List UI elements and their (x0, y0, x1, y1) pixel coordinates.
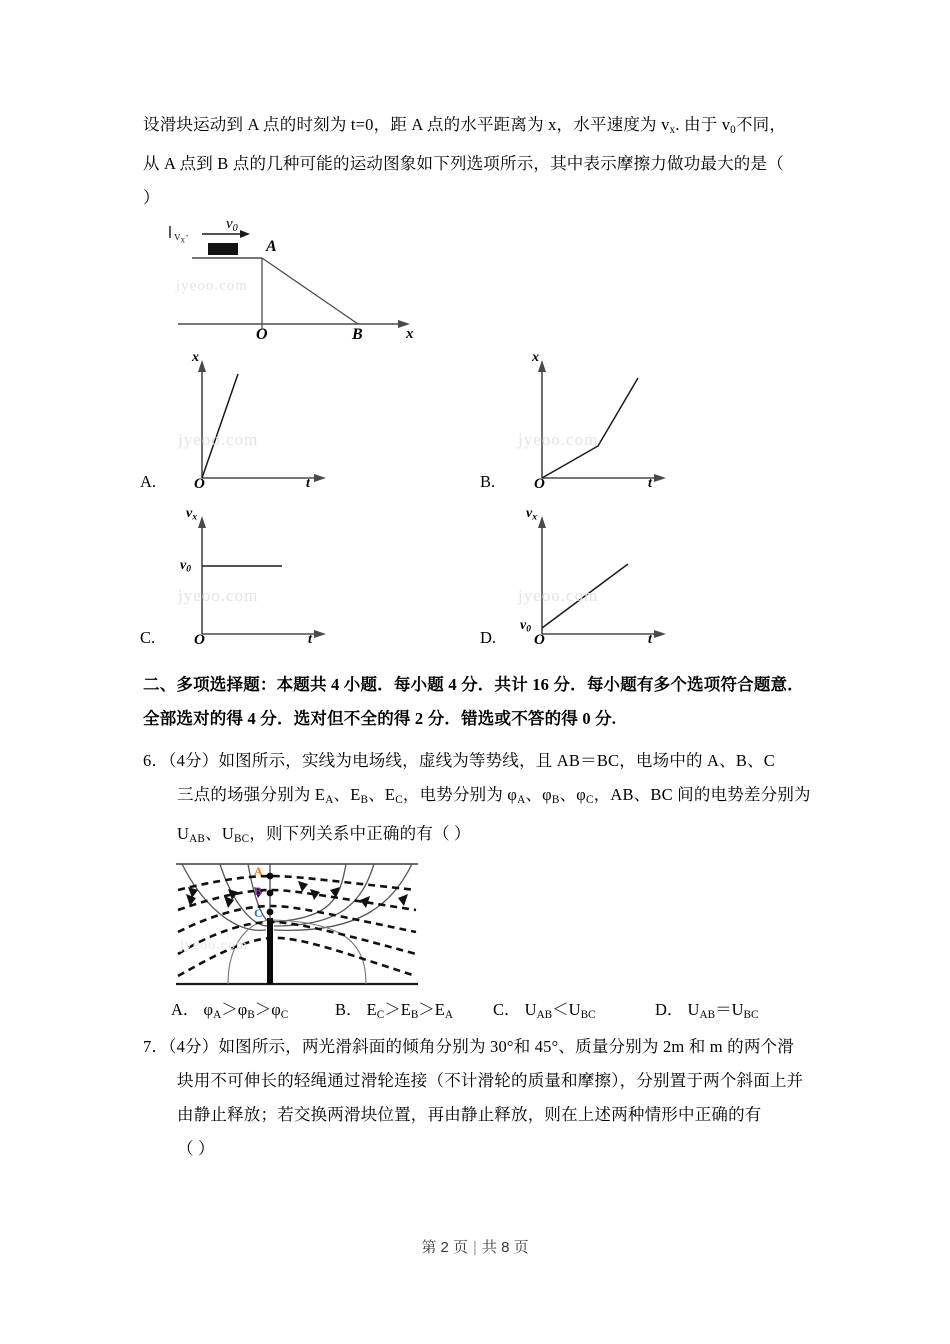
option-c-ylabel: $v_x$ (186, 506, 197, 523)
q6-line3: $U_{AB}$、$U_{BC}$，则下列关系中正确的有（ ） (177, 824, 471, 846)
label-v0: $v_0$ (226, 216, 238, 234)
footer-separator: | (473, 1239, 477, 1256)
option-b-ylabel: x (532, 350, 539, 365)
q7-line1 (143, 1030, 821, 1064)
option-d-ylabel: $v_x$ (526, 506, 537, 523)
option-a-svg (166, 352, 366, 492)
option-a-xlabel: t (306, 476, 310, 491)
q7-line1-text: 如图所示，两光滑斜面的倾角分别为 30°和 45°、质量分别为 2m 和 m 的两个滑 (218, 1037, 794, 1056)
option-b-graph (480, 350, 726, 492)
q6-line1-text: 如图所示，实线为电场线，虚线为等势线，且 AB＝BC，电场中的 A、B、C (218, 751, 775, 770)
label-A: A (266, 238, 277, 255)
label-O: O (256, 326, 268, 343)
q6-line1 (143, 744, 821, 778)
field-point-label-a: A (254, 864, 263, 878)
q6-answer-b[interactable]: B． $E_C>E_B>E_A$ (335, 1000, 453, 1022)
option-d-xlabel: t (648, 632, 652, 647)
option-c-origin: O (194, 632, 205, 648)
option-c-svg (166, 508, 366, 648)
q5-line1-text-b: . 由于 v (675, 115, 731, 134)
q5-line2: 从 A 点到 B 点的几种可能的运动图象如下列选项所示，其中表示摩擦力做功最大的是（ (143, 154, 784, 174)
figure-electric-field (162, 858, 432, 990)
field-point-label-c: C (254, 906, 263, 920)
option-c-graph (140, 506, 386, 648)
option-a-origin: O (194, 476, 205, 492)
footer-current-page: 第 2 页 (421, 1239, 469, 1256)
option-b-svg (506, 352, 706, 492)
option-d-key[interactable]: D. (480, 628, 497, 647)
q6-answers-row (143, 996, 833, 1026)
q7-line4: （ ） (177, 1139, 215, 1158)
section-2-header (143, 668, 821, 736)
option-d-svg (506, 508, 706, 648)
option-d-yvalue: $v_0$ (520, 618, 531, 635)
q5-line1-text: 设滑块运动到 A 点的时刻为 t=0，距 A 点的水平距离为 x，水平速度为 v (143, 115, 670, 134)
q6-number: 6． (143, 751, 169, 770)
watermark: jyeoo.com (176, 278, 248, 294)
question-6-block (143, 744, 821, 856)
label-x-axis: x (406, 326, 414, 342)
q5-line3: ） (143, 188, 160, 208)
label-vx: $v_x\cdot$ (174, 228, 190, 245)
q7-score: （4分） (168, 1037, 219, 1056)
watermark: jyeoo.com (518, 430, 599, 449)
option-b-xlabel: t (648, 476, 652, 491)
field-point-label-b: B (254, 884, 263, 898)
q5-line1-text-c: 不同， (735, 115, 787, 134)
q6-answer-c[interactable]: C． $U_{AB}<U_{BC}$ (493, 1000, 596, 1022)
q5-line1 (143, 108, 821, 147)
q5-line1-sub-zero: 0 (730, 124, 736, 137)
watermark: jyeoo.com (518, 586, 599, 605)
q7-line3: 由静止释放；若交换两滑块位置，再由静止释放，则在上述两种情形中正确的有 (177, 1105, 762, 1124)
label-B: B (352, 326, 363, 343)
option-b-key[interactable]: B. (480, 472, 496, 491)
option-a-graph (140, 350, 386, 492)
page-footer (0, 1236, 950, 1257)
option-c-xlabel: t (308, 632, 312, 647)
option-d-graph (480, 506, 726, 648)
question5-text-block (143, 108, 821, 215)
option-a-ylabel: x (192, 350, 199, 365)
watermark: jyeoo.com (180, 938, 248, 953)
option-b-origin: O (534, 476, 545, 492)
watermark: jyeoo.com (178, 586, 259, 605)
option-a-key[interactable]: A. (140, 472, 157, 491)
q7-number: 7． (143, 1037, 169, 1056)
field-diagram-svg (162, 858, 432, 990)
watermark: jyeoo.com (178, 430, 259, 449)
figure-incline-block (166, 216, 426, 346)
q5-line1-sub-x: x (669, 124, 676, 137)
q6-score: （4分） (168, 751, 219, 770)
q6-line2: 三点的场强分别为 $E_A$、$E_B$、$E_C$，电势分别为 $\varphi_A$、$\varphi_B$、$\varphi_C$，AB、BC 间的电势差分别为 (177, 785, 811, 807)
question-7-block (143, 1030, 821, 1166)
q7-line2: 块用不可伸长的轻绳通过滑轮连接（不计滑轮的质量和摩擦），分别置于两个斜面上并 (177, 1071, 804, 1090)
section-2-line1: 二、多项选择题：本题共 4 小题．每小题 4 分．共计 16 分．每小题有多个选项符合题意． (143, 675, 804, 694)
q6-answer-a[interactable]: A． $\varphi_A>\varphi_B>\varphi_C$ (171, 1000, 289, 1022)
option-c-key[interactable]: C. (140, 628, 156, 647)
footer-total-pages: 共 8 页 (481, 1239, 529, 1256)
section-2-line2: 全部选对的得 4 分．选对但不全的得 2 分．错选或不答的得 0 分. (143, 709, 617, 728)
option-c-yvalue: $v_0$ (180, 558, 191, 575)
q6-answer-d[interactable]: D． $U_{AB}=U_{BC}$ (655, 1000, 759, 1022)
option-d-origin: O (534, 632, 545, 648)
